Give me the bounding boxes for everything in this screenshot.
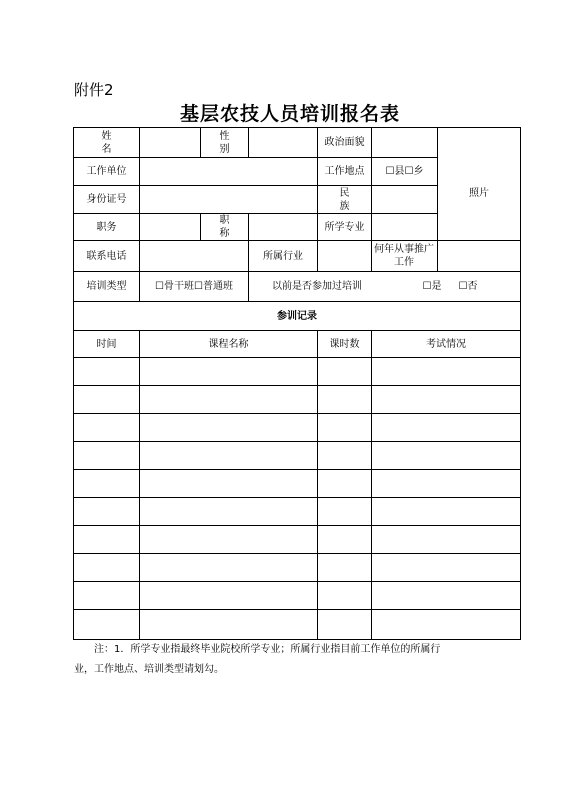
- work-unit-label: 工作单位: [86, 166, 127, 177]
- hours-header: 课时数: [329, 338, 360, 350]
- attended-before-label: 以前是否参加过培训: [272, 281, 362, 292]
- id-number-label: 身份证号: [86, 194, 127, 205]
- county-township-checkboxes[interactable]: ☐县☐乡: [385, 166, 424, 177]
- training-type-checkboxes[interactable]: ☐骨干班☐普通班: [155, 281, 233, 292]
- footnote-line-2: 业，工作地点、培训类型请划勾。: [74, 664, 224, 675]
- photo-box[interactable]: 照片: [469, 188, 489, 199]
- position-field[interactable]: [140, 214, 200, 240]
- name-label: 姓 名: [101, 130, 126, 155]
- gender-label: 性 别: [219, 130, 244, 155]
- political-field[interactable]: [372, 128, 437, 157]
- years-extension-label: 何年从事推广工作: [374, 244, 434, 268]
- course-name-header: 课程名称: [208, 338, 249, 350]
- industry-field[interactable]: [318, 241, 371, 271]
- ethnicity-label: 民 族: [339, 187, 364, 212]
- training-type-label: 培训类型: [86, 281, 127, 292]
- phone-label: 联系电话: [86, 250, 127, 262]
- time-header: 时间: [96, 338, 117, 350]
- position-label: 职务: [96, 221, 117, 233]
- ethnicity-field[interactable]: [372, 186, 437, 213]
- major-label: 所学专业: [324, 221, 365, 233]
- id-number-field[interactable]: [140, 186, 317, 213]
- phone-field[interactable]: [140, 241, 248, 271]
- political-label: 政治面貌: [324, 137, 365, 148]
- footnote-line-1: 注：1．所学专业指最终毕业院校所学专业；所属行业指目前工作单位的所属行: [94, 644, 441, 655]
- form-title: 基层农技人员培训报名表: [179, 103, 400, 125]
- attachment-label: 附件2: [74, 81, 114, 99]
- industry-label: 所属行业: [263, 250, 303, 262]
- attended-yes-checkbox[interactable]: ☐是: [422, 281, 442, 292]
- name-field[interactable]: [140, 128, 200, 157]
- title-rank-label: 职 称: [219, 215, 244, 239]
- attended-no-checkbox[interactable]: ☐否: [458, 281, 478, 292]
- work-unit-field[interactable]: [140, 158, 317, 185]
- exam-header: 考试情况: [426, 338, 466, 350]
- major-field[interactable]: [372, 214, 437, 240]
- gender-field[interactable]: [249, 128, 317, 157]
- years-extension-field[interactable]: [438, 241, 520, 271]
- title-rank-field[interactable]: [249, 214, 317, 240]
- training-records-heading: 参训记录: [277, 310, 317, 322]
- work-location-label: 工作地点: [324, 166, 365, 177]
